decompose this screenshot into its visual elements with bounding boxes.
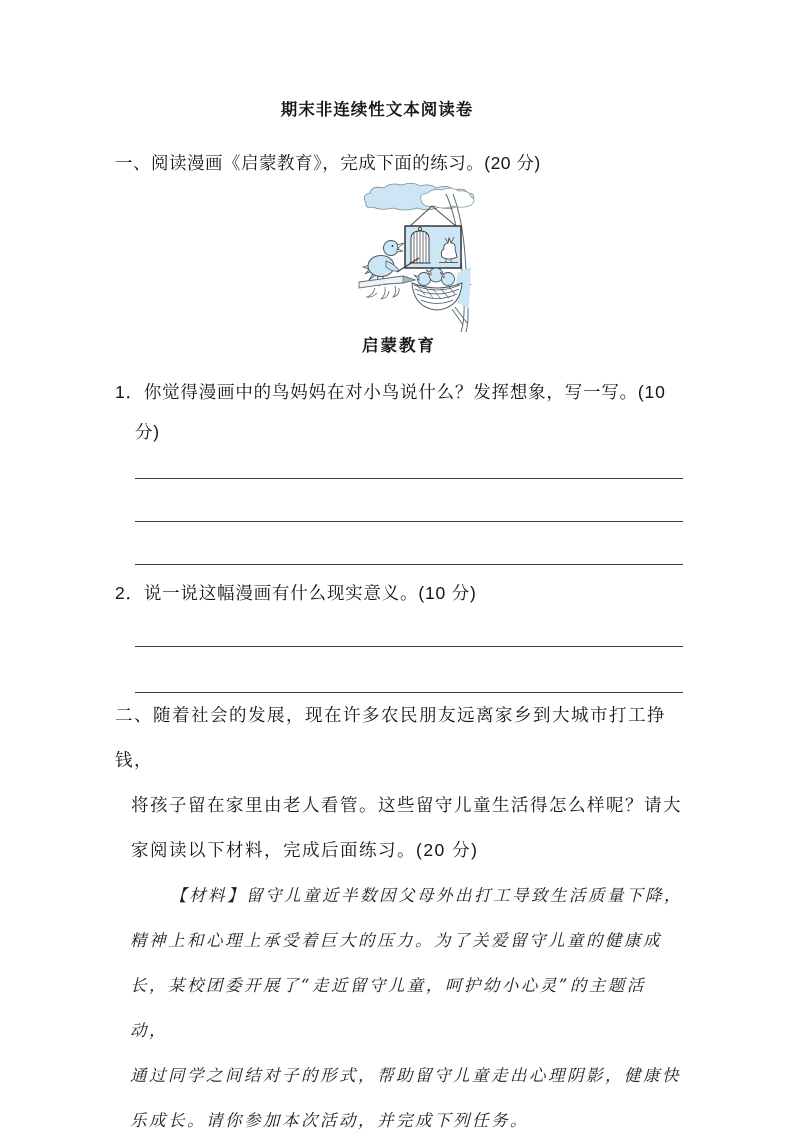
enlightenment-education-cartoon-illustration	[358, 181, 482, 333]
figure-caption: 启蒙教育	[362, 337, 436, 355]
section-two-paragraph	[115, 693, 683, 873]
question-1-text-line-2: 分)	[135, 422, 160, 442]
answer-line	[135, 647, 683, 693]
section-one-heading: 一、阅读漫画《启蒙教育》，完成下面的练习。(20 分)	[115, 153, 541, 173]
section-two-line: 家阅读以下材料，完成后面练习。(20 分)	[131, 840, 479, 860]
question-1-text-line-1: 1．你觉得漫画中的鸟妈妈在对小鸟说什么？发挥想象，写一写。(10	[115, 382, 666, 402]
material-line: 乐成长。请你参加本次活动，并完成下列任务。	[130, 1111, 529, 1130]
section-two-line: 将孩子留在家里由老人看管。这些留守儿童生活得怎么样呢？请大	[131, 795, 682, 815]
section-two-line: 二、随着社会的发展，现在许多农民朋友远离家乡到大城市打工挣钱，	[115, 705, 666, 770]
question-2	[115, 573, 683, 613]
question-1	[115, 372, 683, 452]
answer-line	[135, 522, 683, 565]
page-title: 期末非连续性文本阅读卷	[280, 101, 474, 119]
answer-line	[135, 452, 683, 479]
answer-line	[135, 479, 683, 522]
lower-branch	[452, 307, 467, 325]
question-2-text: 2．说一说这幅漫画有什么现实意义。(10 分)	[115, 583, 477, 603]
question-1-answer-lines	[115, 452, 683, 565]
nest	[412, 283, 462, 310]
material-line: 【材料】留守儿童近半数因父母外出打工导致生活质量下降，	[170, 886, 683, 905]
cartoon-figure	[358, 181, 482, 333]
material-line: 精神上和心理上承受着巨大的压力。为了关爱留守儿童的健康成	[130, 931, 662, 950]
material-line: 长，某校团委开展了“走近留守儿童，呵护幼小心灵”的主题活动，	[130, 976, 646, 1040]
material-paragraph	[115, 873, 683, 1143]
material-line: 通过同学之间结对子的形式，帮助留守儿童走出心理阴影，健康快	[130, 1066, 681, 1085]
question-2-answer-lines	[115, 613, 683, 693]
answer-line	[135, 613, 683, 647]
baby-birds	[414, 268, 455, 286]
branch	[359, 276, 415, 299]
